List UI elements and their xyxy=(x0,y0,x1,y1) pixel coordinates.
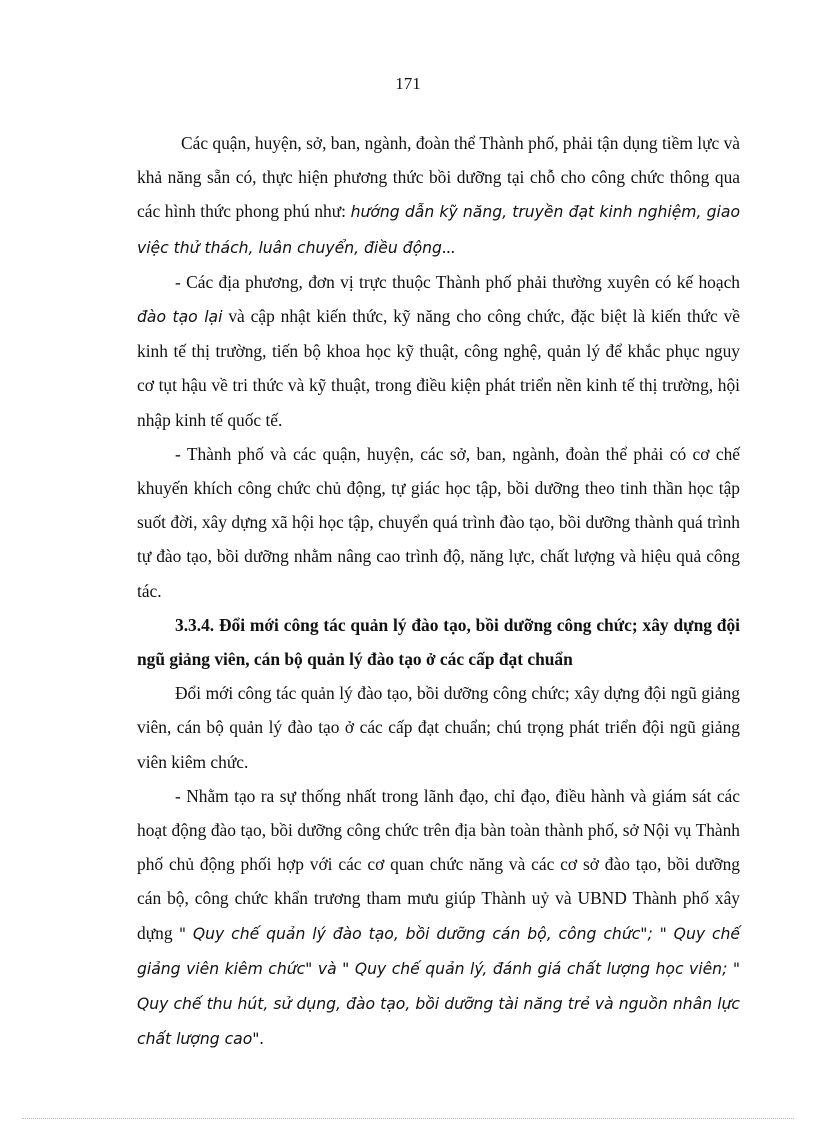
page-number: 171 xyxy=(395,74,421,93)
paragraph-1-italic: hướng dẫn kỹ năng, truyền đạt kinh nghiệm, giao việc thử thách, luân chuyển, điều động xyxy=(137,203,740,257)
paragraph-1-text: Các quận, huyện, sở, ban, ngành, đoàn thể Thành phố, phải tận dụng tiềm lực và khả năng sẵn có, thực hiện phương thức bồi dưỡng tại chỗ cho công chức thông qua các hình thức phong phú như: xyxy=(137,133,740,222)
paragraph-2-text-start: - Các địa phương, đơn vị trực thuộc Thành phố phải thường xuyên có kế hoạch xyxy=(175,271,740,292)
document-body xyxy=(137,126,740,1056)
footer-divider xyxy=(22,1118,794,1119)
section-heading: 3.3.4. Đổi mới công tác quản lý đào tạo, bồi dưỡng công chức; xây dựng đội ngũ giảng viên, cán bộ quản lý đào tạo ở các cấp đạt chuẩn xyxy=(137,614,740,670)
paragraph-2-text-end: và cập nhật kiến thức, kỹ năng cho công chức, đặc biệt là kiến thức về kinh tế thị trường, tiến bộ khoa học kỹ thuật, công nghệ, quản lý để khắc phục nguy cơ tụt hậu về tri thức và kỹ thuật, trong điều kiện phát triển nền kinh tế thị trường, hội nhập kinh tế quốc tế. xyxy=(137,306,740,430)
paragraph-2 xyxy=(137,265,740,437)
paragraph-3: - Thành phố và các quận, huyện, các sở, ban, ngành, đoàn thể phải có cơ chế khuyến khích công chức chủ động, tự giác học tập, bồi dưỡng theo tinh thần học tập suốt đời, xây dựng xã hội học tập, chuyển quá trình đào tạo, bồi dưỡng thành quá trình tự đào tạo, bồi dưỡng nhằm nâng cao trình độ, năng lực, chất lượng và hiệu quả công tác. xyxy=(137,443,740,601)
paragraph-5-end: . xyxy=(259,1028,264,1049)
paragraph-5-italic: " Quy chế quản lý đào tạo, bồi dưỡng cán bộ, công chức"; " Quy chế giảng viên kiêm chức" và " Quy chế quản lý, đánh giá chất lượng học viên; " Quy chế thu hút, sử dụng, đào tạo, bồi dưỡng tài năng trẻ và nguồn nhân lực chất lượng cao" xyxy=(137,924,741,1049)
paragraph-2-italic: đào tạo lại xyxy=(137,308,223,327)
paragraph-5 xyxy=(137,779,740,1057)
paragraph-1-ellipsis: ... xyxy=(441,236,455,257)
paragraph-1 xyxy=(137,126,740,265)
paragraph-5-text: - Nhằm tạo ra sự thống nhất trong lãnh đạo, chỉ đạo, điều hành và giám sát các hoạt động đào tạo, bồi dưỡng công chức trên địa bàn toàn thành phố, sở Nội vụ Thành phố chủ động phối hợp với các cơ quan chức năng và các cơ sở đào tạo, bồi dưỡng cán bộ, công chức khẩn trương tham mưu giúp Thành uỷ và UBND Thành phố xây dựng xyxy=(137,785,740,943)
paragraph-4: Đổi mới công tác quản lý đào tạo, bồi dưỡng công chức; xây dựng đội ngũ giảng viên, cán bộ quản lý đào tạo ở các cấp đạt chuẩn; chú trọng phát triển đội ngũ giảng viên kiêm chức. xyxy=(137,683,740,772)
